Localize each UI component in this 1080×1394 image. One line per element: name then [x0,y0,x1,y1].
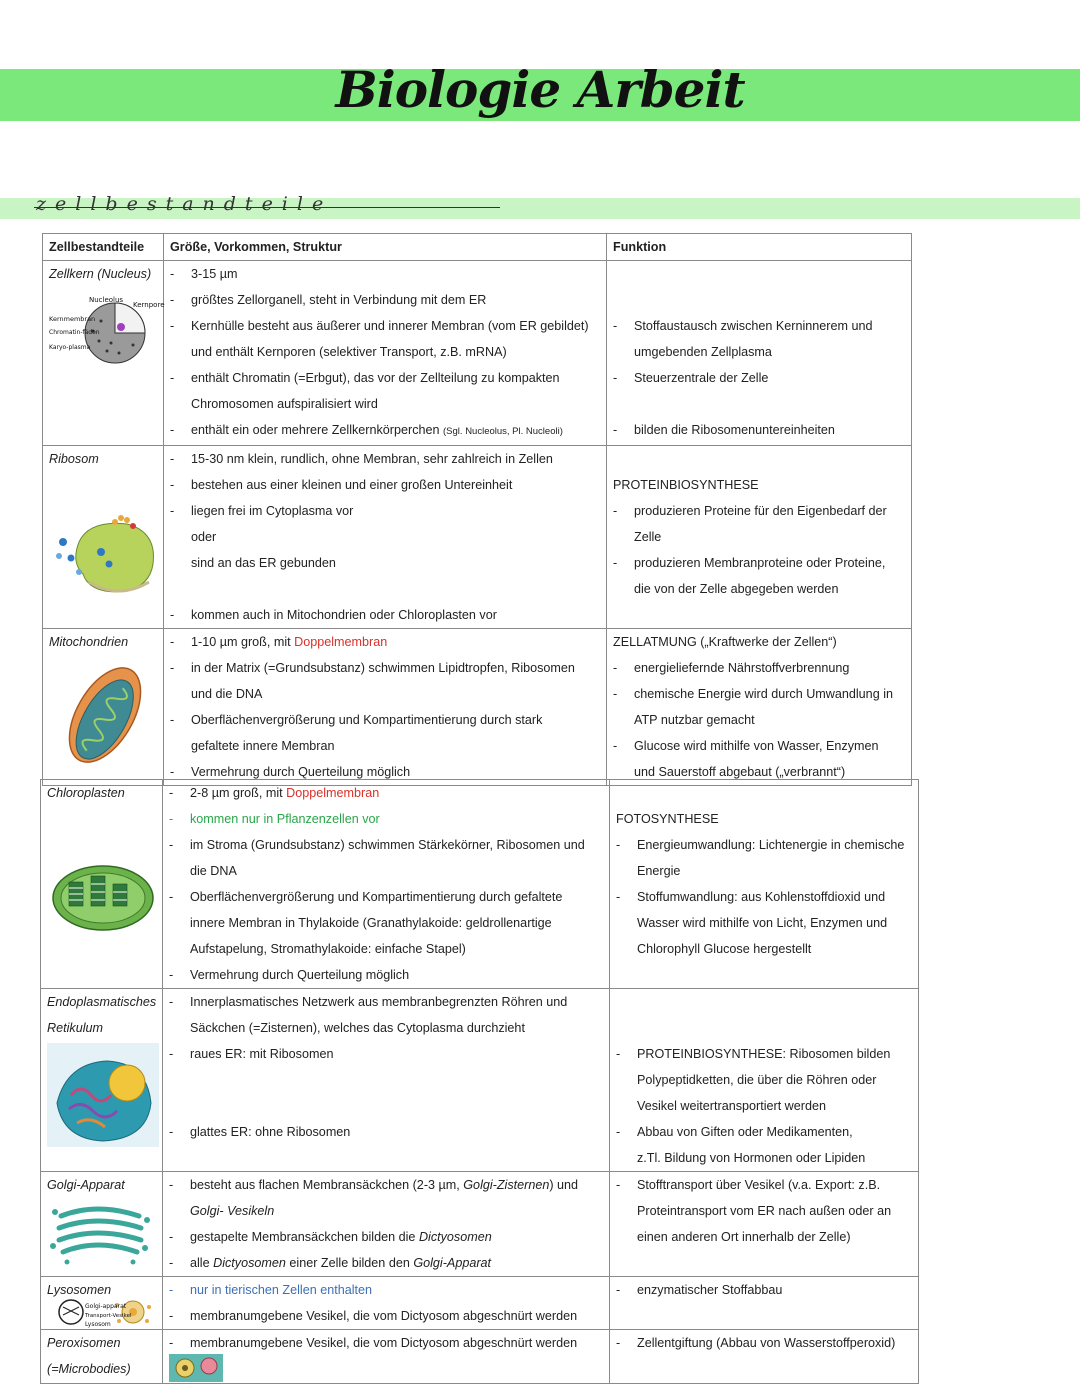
list-item: - Stoffumwandlung: aus Kohlenstoffdioxid und [616,884,912,910]
lysosome-figure [45,1299,157,1327]
cell-name-chloroplasts [41,780,163,989]
text-span: alle [190,1256,214,1270]
text-span: 1-10 µm groß, mit [191,635,295,649]
cell-name-er [41,989,163,1172]
list-item: - 3-15 µm [170,261,600,287]
cell-function-nucleus [607,261,912,446]
cell-structure-chloroplasts [163,780,610,989]
nucleus-figure [49,293,165,369]
list-item: - PROTEINBIOSYNTHESE: Ribosomen bilden [616,1041,912,1067]
list-item: Aufstapelung, Stromathylakoide: einfache Stapel) [190,942,466,956]
list-item: - liegen frei im Cytoplasma vor [170,498,600,524]
list-item: - in der Matrix (=Grundsubstanz) schwimmen Lipidtropfen, Ribosomen [170,655,600,681]
highlight-text: Doppelmembran [294,635,388,649]
cell-function-lysosomes [610,1277,919,1330]
list-item: - Vermehrung durch Querteilung möglich [169,962,603,988]
cell-structure-ribosome [164,446,607,629]
er-figure [47,1043,159,1147]
list-item [170,629,600,655]
list-item: - 15-30 nm klein, rundlich, ohne Membran, sehr zahlreich in Zellen [170,446,600,472]
list-item: - bilden die Ribosomenuntereinheiten [613,417,905,443]
cell-function-ribosome [607,446,912,629]
text-span: Golgi-Apparat [413,1256,492,1270]
list-item [170,417,600,445]
table-row-ribosome [43,446,912,629]
cell-function-chloroplasts [610,780,919,989]
organelle-name: Lysosomen [47,1283,112,1297]
cell-function-mitochondria [607,629,912,786]
organelle-name: Mitochondrien [49,635,129,649]
function-heading: FOTOSYNTHESE [616,812,719,826]
cell-name-lysosomes [41,1277,163,1330]
list-item: die von der Zelle abgegeben werden [634,582,839,596]
organelle-name: Ribosom [49,452,99,466]
text-span: (Sgl. Nucleolus, Pl. Nucleoli) [443,426,563,437]
list-item: Polypeptidketten, die über die Röhren oder [637,1073,877,1087]
list-item: - energieliefernde Nährstoffverbrennung [613,655,905,681]
list-item: oder [191,530,217,544]
cell-structure-golgi [163,1172,610,1277]
table-header-row [43,234,912,261]
list-item: - Stofftransport über Vesikel (v.a. Export: z.B. [616,1172,912,1198]
list-item: innere Membran in Thylakoide (Granathylakoide: geldrollenartige [190,916,552,930]
golgi-figure [47,1198,159,1268]
list-item: Chromosomen aufspiralisiert wird [191,397,378,411]
text-span: ) und [549,1178,579,1192]
list-item: Säckchen (=Zisternen), welches das Cytoplasma durchzieht [190,1021,525,1035]
list-item [169,1172,603,1198]
text-span: Golgi-Zisternen [463,1178,550,1192]
organelle-name: Retikulum [47,1021,103,1035]
table-row-chloroplasts [41,780,919,989]
fig-label: Kernpore [133,301,165,309]
text-span: gestapelte Membransäckchen bilden die [190,1230,419,1244]
text-span: enthält ein oder mehrere Zellkernkörperchen [191,423,440,437]
fig-label: Transport-Vesikel [85,1313,132,1319]
cell-parts-table-2 [40,779,919,1384]
list-item: - produzieren Membranproteine oder Proteine, [613,550,905,576]
list-item: Proteintransport vom ER nach außen oder an [637,1204,892,1218]
list-item [169,1224,603,1250]
list-item: - Vermehrung durch Querteilung möglich [170,759,600,785]
cell-name-ribosome [43,446,164,629]
list-item: und die DNA [191,687,263,701]
table-row-mitochondria [43,629,912,786]
list-item: - chemische Energie wird durch Umwandlung in [613,681,905,707]
list-item: - Zellentgiftung (Abbau von Wasserstoffperoxid) [616,1330,912,1356]
text-span: einer Zelle bilden den [285,1256,414,1270]
highlight-text: Doppelmembran [286,786,380,800]
list-item: - membranumgebene Vesikel, die vom Dictyosom abgeschnürt werden [169,1303,603,1329]
organelle-name: Chloroplasten [47,786,125,800]
list-item [169,1250,603,1276]
text-span: Dictyosomen [418,1230,492,1244]
organelle-name: (=Microbodies) [47,1362,131,1376]
list-item: - größtes Zellorganell, steht in Verbindung mit dem ER [170,287,600,313]
table-row-lysosomes [41,1277,919,1330]
list-item: - Innerplasmatisches Netzwerk aus membranbegrenzten Röhren und [169,989,603,1015]
list-item: Golgi- Vesikeln [190,1204,275,1218]
list-item: - Energieumwandlung: Lichtenergie in chemische [616,832,912,858]
list-item: - im Stroma (Grundsubstanz) schwimmen Stärkekörner, Ribosomen und [169,832,603,858]
organelle-name: Peroxisomen [47,1336,121,1350]
list-item: - kommen auch in Mitochondrien oder Chloroplasten vor [170,602,600,628]
list-item: - bestehen aus einer kleinen und einer großen Untereinheit [170,472,600,498]
cell-structure-nucleus [164,261,607,446]
list-item: - glattes ER: ohne Ribosomen [169,1119,603,1145]
list-item: - produzieren Proteine für den Eigenbedarf der [613,498,905,524]
ribosome-figure [49,512,161,596]
list-item: - kommen nur in Pflanzenzellen vor [169,806,603,832]
organelle-name: Golgi-Apparat [47,1178,125,1192]
mitochondrion-figure [49,661,161,769]
list-item [169,780,603,806]
table-row-nucleus [43,261,912,446]
list-item: - Oberflächenvergrößerung und Kompartimentierung durch gefaltete [169,884,603,910]
list-item: sind an das ER gebunden [191,556,336,570]
function-heading: ZELLATMUNG („Kraftwerke der Zellen“) [613,635,837,649]
list-item: - Kernhülle besteht aus äußerer und innerer Membran (vom ER gebildet) [170,313,600,339]
table-row-er [41,989,919,1172]
list-item: Chlorophyll Glucose hergestellt [637,942,812,956]
cell-name-peroxisomes [41,1330,163,1384]
list-item: - membranumgebene Vesikel, die vom Dictyosom abgeschnürt werden [169,1330,603,1356]
list-item: die DNA [190,864,237,878]
text-span: 2-8 µm groß, mit [190,786,287,800]
cell-structure-er [163,989,610,1172]
list-item: Energie [637,864,681,878]
list-item: z.Tl. Bildung von Hormonen oder Lipiden [637,1151,866,1165]
cell-function-golgi [610,1172,919,1277]
chloroplast-figure [47,862,159,932]
organelle-name: Zellkern (Nucleus) [49,267,152,281]
cell-parts-table-1 [42,233,912,786]
fig-label: Lysosom [85,1321,111,1328]
cell-function-er [610,989,919,1172]
list-item: - enthält Chromatin (=Erbgut), das vor der Zellteilung zu kompakten [170,365,600,391]
fig-label: Karyo-plasma [49,344,91,351]
section-subtitle: zellbestandteile [36,193,333,215]
page-title: Biologie Arbeit [335,60,745,119]
list-item: und Sauerstoff abgebaut („verbrannt“) [634,765,846,779]
cell-name-nucleus [43,261,164,446]
list-item: - nur in tierischen Zellen enthalten [169,1277,603,1303]
table-row-golgi [41,1172,919,1277]
function-heading: PROTEINBIOSYNTHESE [613,478,759,492]
list-item: - Steuerzentrale der Zelle [613,365,905,391]
text-span: besteht aus flachen Membransäckchen (2-3 µm, [190,1178,464,1192]
header-structure: Größe, Vorkommen, Struktur [164,234,607,261]
text-span: Dictyosomen [213,1256,286,1270]
header-part: Zellbestandteile [43,234,164,261]
fig-label: Kernmembran [49,315,96,323]
list-item: und enthält Kernporen (selektiver Transport, z.B. mRNA) [191,345,507,359]
cell-name-mitochondria [43,629,164,786]
organelle-name: Endoplasmatisches [47,995,157,1009]
list-item: einen anderen Ort innerhalb der Zelle) [637,1230,851,1244]
cell-name-golgi [41,1172,163,1277]
list-item: gefaltete innere Membran [191,739,335,753]
table-row-peroxisomes [41,1330,919,1384]
cell-structure-lysosomes [163,1277,610,1330]
cell-function-peroxisomes [610,1330,919,1384]
list-item: Vesikel weitertransportiert werden [637,1099,826,1113]
fig-label: Golgi-apparat [85,1303,127,1310]
header-function: Funktion [607,234,912,261]
cell-structure-mitochondria [164,629,607,786]
fig-label: Nucleolus [89,296,124,304]
list-item: Wasser wird mithilfe von Licht, Enzymen und [637,916,888,930]
cell-structure-peroxisomes [163,1330,610,1384]
list-item: - Oberflächenvergrößerung und Kompartimentierung durch stark [170,707,600,733]
list-item: ATP nutzbar gemacht [634,713,755,727]
list-item: - Stoffaustausch zwischen Kerninnerem und [613,313,905,339]
list-item: Zelle [634,530,662,544]
fig-label: Chromatin-fäden [49,329,100,336]
list-item: - Abbau von Giften oder Medikamenten, [616,1119,912,1145]
list-item: - enzymatischer Stoffabbau [616,1277,912,1303]
list-item: umgebenden Zellplasma [634,345,772,359]
peroxisome-figure [169,1354,223,1382]
list-item: - Glucose wird mithilfe von Wasser, Enzymen [613,733,905,759]
list-item: - raues ER: mit Ribosomen [169,1041,603,1067]
